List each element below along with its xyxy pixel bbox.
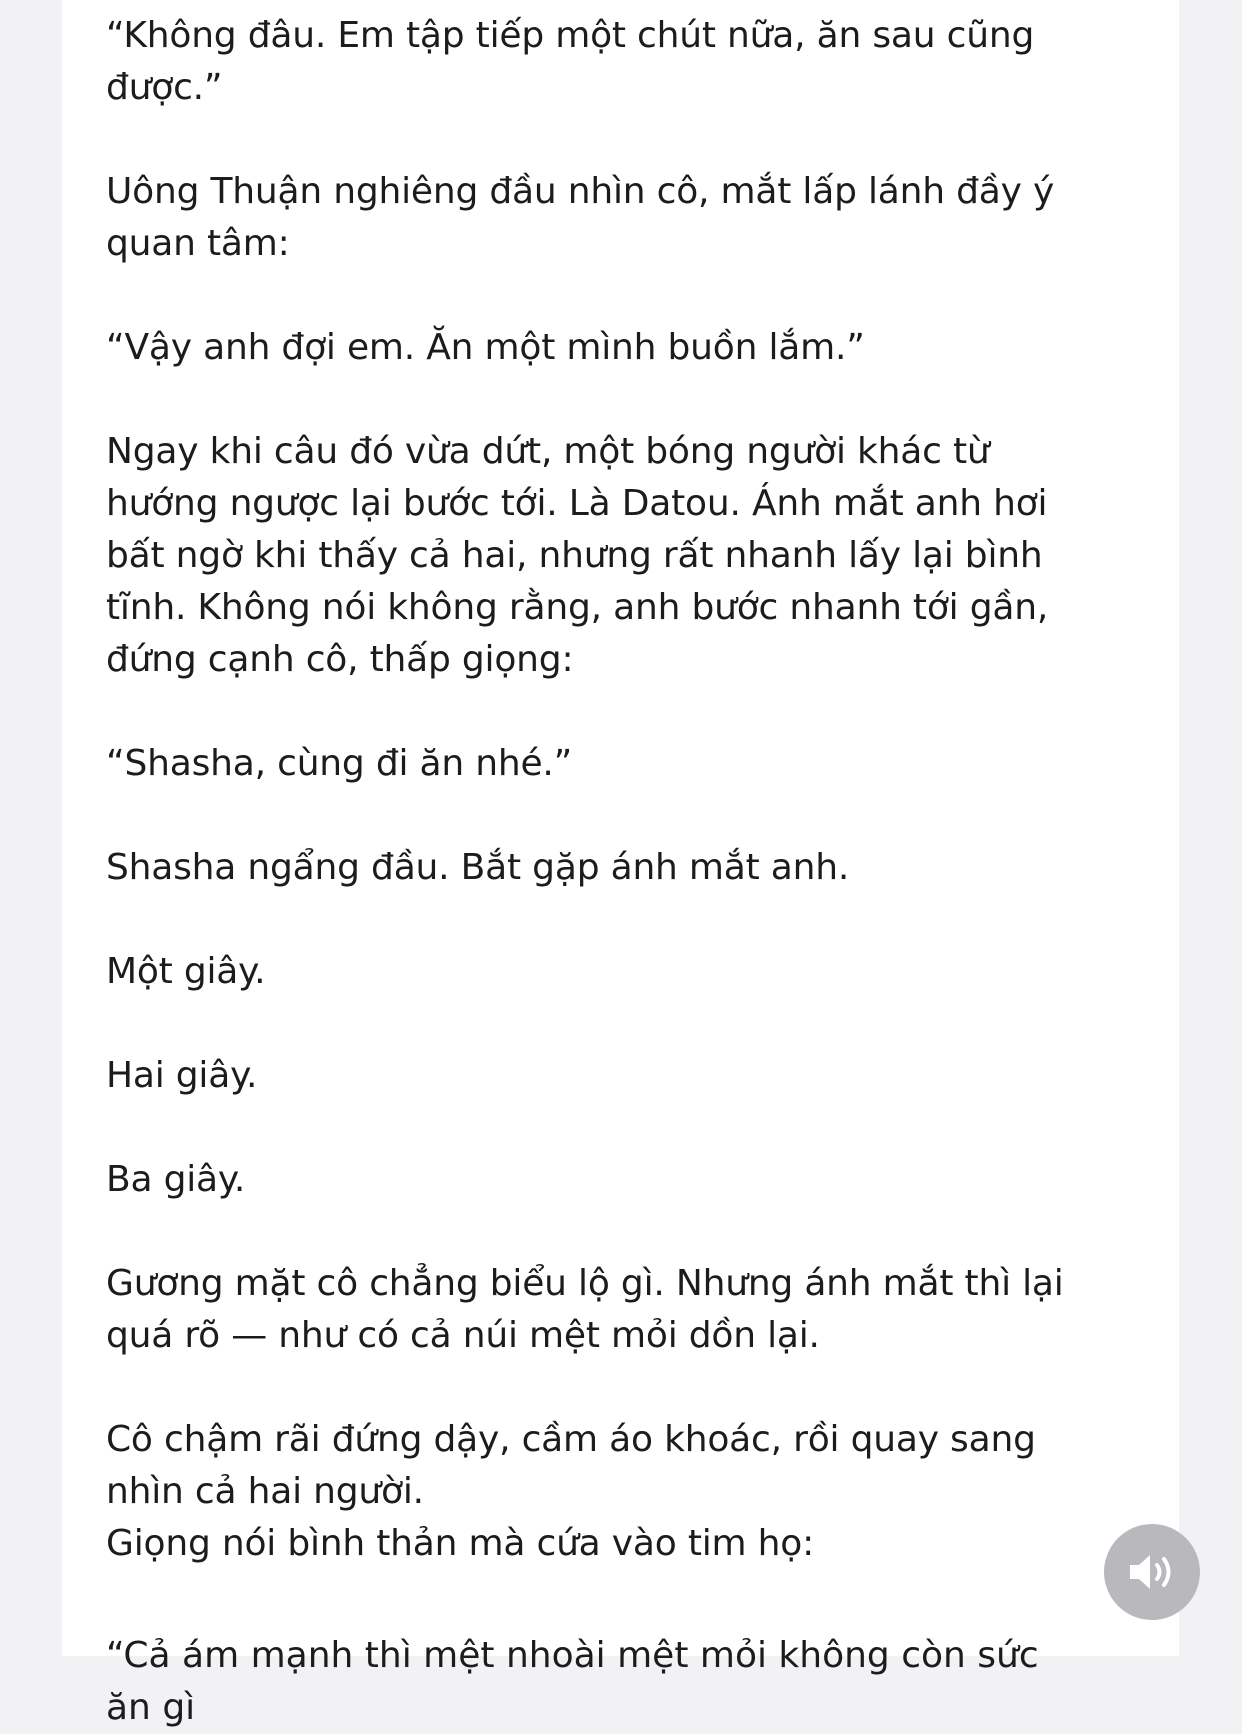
article-body: [106, 10, 1146, 1622]
paragraph-4: Ngay khi câu đó vừa dứt, một bóng người khác từ hướng ngược lại bước tới. Là Datou. Ánh mắt anh hơi bất ngờ khi thấy cả hai, nhưng rất nhanh lấy lại bình tĩnh. Không nói không rằng, anh bước nhanh tới gần, đứng cạnh cô, thấp giọng:: [106, 431, 1049, 680]
paragraph-11: Cô chậm rãi đứng dậy, cầm áo khoác, rồi quay sang nhìn cả hai người.: [106, 1419, 1036, 1512]
paragraph-10: Gương mặt cô chẳng biểu lộ gì. Nhưng ánh mắt thì lại quá rõ — như có cả núi mệt mỏi dồn lại.: [106, 1263, 1064, 1356]
audio-play-button[interactable]: [1104, 1524, 1200, 1620]
paragraph-2: Uông Thuận nghiêng đầu nhìn cô, mắt lấp lánh đầy ý quan tâm:: [106, 171, 1055, 264]
paragraph-8: Hai giây.: [106, 1055, 258, 1096]
paragraph-3: “Vậy anh đợi em. Ăn một mình buồn lắm.”: [106, 327, 865, 368]
paragraph-12: Giọng nói bình thản mà cứa vào tim họ:: [106, 1523, 815, 1564]
paragraph-7: Một giây.: [106, 951, 266, 992]
paragraph-1: “Không đâu. Em tập tiếp một chút nữa, ăn sau cũng được.”: [106, 15, 1035, 108]
cut-off-line: “Cả ám mạnh thì mệt nhoài mệt mỏi không còn sức ăn gì: [106, 1635, 1039, 1728]
paragraph-6: Shasha ngẩng đầu. Bắt gặp ánh mắt anh.: [106, 847, 850, 888]
article-page: [62, 0, 1179, 1728]
speaker-icon: [1126, 1550, 1178, 1594]
paragraph-9: Ba giây.: [106, 1159, 246, 1200]
paragraph-5: “Shasha, cùng đi ăn nhé.”: [106, 743, 573, 784]
